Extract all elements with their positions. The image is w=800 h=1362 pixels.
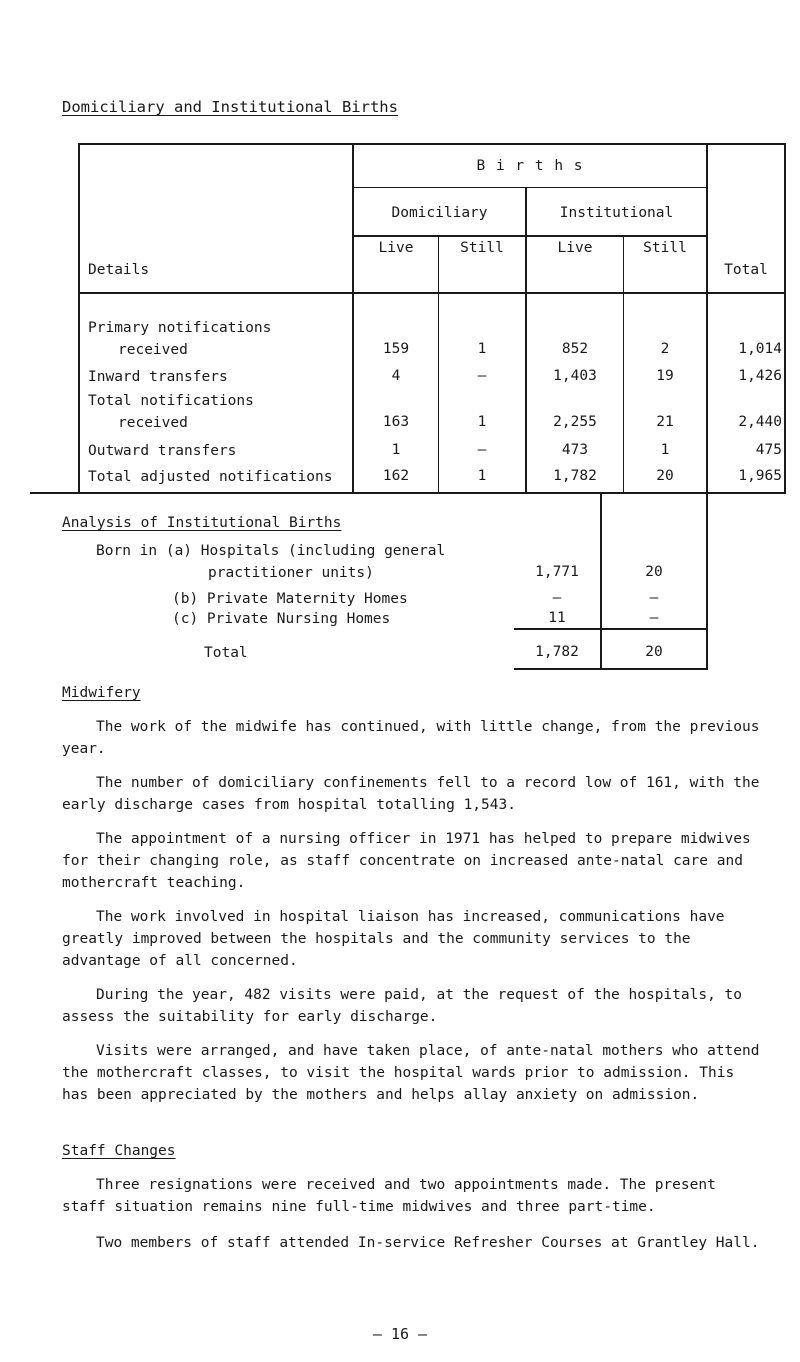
analysis-row-a-label-cont: practitioner units) bbox=[208, 565, 374, 581]
table-cell: 20 bbox=[656, 468, 674, 484]
analysis-cell: – bbox=[649, 610, 659, 626]
table-row-label: Total adjusted notifications bbox=[88, 469, 333, 485]
table-bottom-border bbox=[30, 492, 786, 494]
analysis-right-border bbox=[706, 492, 708, 670]
table-cell: 475 bbox=[755, 442, 782, 458]
staff-heading: Staff Changes bbox=[62, 1143, 176, 1159]
header-details: Details bbox=[88, 262, 150, 278]
table-row-label-cont: received bbox=[118, 415, 188, 431]
table-cell: 163 bbox=[382, 414, 410, 430]
table-cell: 1 bbox=[391, 442, 401, 458]
midwifery-paragraph-3: The appointment of a nursing officer in 1971 has helped to prepare midwives for their changing role, as staff concentrate on increased ante-natal care and mothercraft teaching. bbox=[62, 831, 751, 891]
table-cell: 1,965 bbox=[738, 468, 782, 484]
table-cell: 1,403 bbox=[553, 368, 597, 384]
table-cell: 1 bbox=[477, 341, 487, 357]
midwifery-paragraph-2: The number of domiciliary confinements fell to a record low of 161, with the early discharge cases from hospital totalling 1,543. bbox=[62, 775, 760, 813]
table-cell: 1,782 bbox=[553, 468, 597, 484]
table-header-divider bbox=[78, 292, 786, 294]
analysis-total-still: 20 bbox=[645, 644, 663, 660]
header-births: B i r t h s bbox=[476, 158, 584, 174]
analysis-cell: 11 bbox=[548, 610, 566, 626]
page-title: Domiciliary and Institutional Births bbox=[62, 98, 398, 116]
midwifery-heading: Midwifery bbox=[62, 685, 141, 701]
header-inst-still: Still bbox=[643, 240, 687, 256]
table-right-border bbox=[784, 143, 786, 494]
header-domiciliary: Domiciliary bbox=[391, 205, 488, 221]
table-cell: 2 bbox=[660, 341, 670, 357]
midwifery-paragraph-4: The work involved in hospital liaison has increased, communications have greatly improved between the hospitals and the community services to the advantage of all concerned. bbox=[62, 909, 725, 969]
analysis-heading: Analysis of Institutional Births bbox=[62, 515, 342, 531]
table-row-label: Total notifications bbox=[88, 393, 254, 409]
analysis-cell: 20 bbox=[645, 564, 663, 580]
header-dom-live: Live bbox=[378, 240, 414, 256]
page-number: – 16 – bbox=[372, 1325, 428, 1343]
header-institutional: Institutional bbox=[559, 205, 674, 221]
staff-paragraph-2: Two members of staff attended In-service Refresher Courses at Grantley Hall. bbox=[96, 1235, 760, 1251]
analysis-row-b-label: (b) Private Maternity Homes bbox=[172, 591, 408, 607]
table-left-border bbox=[78, 143, 80, 494]
table-cell: 852 bbox=[561, 341, 589, 357]
table-cell: 1,014 bbox=[738, 341, 782, 357]
analysis-row-a-label: Born in (a) Hospitals (including general bbox=[96, 543, 446, 559]
analysis-cell: 1,771 bbox=[535, 564, 579, 580]
table-cell: 473 bbox=[561, 442, 589, 458]
table-cell: 1 bbox=[660, 442, 670, 458]
analysis-cell: – bbox=[649, 590, 659, 606]
table-cell: 19 bbox=[656, 368, 674, 384]
live-still-divider bbox=[352, 235, 707, 237]
analysis-total-bottom bbox=[514, 668, 708, 670]
table-row-label-cont: received bbox=[118, 342, 188, 358]
table-cell: 1 bbox=[477, 468, 487, 484]
table-cell: 1,426 bbox=[738, 368, 782, 384]
table-cell: – bbox=[477, 368, 487, 384]
table-cell: 4 bbox=[391, 368, 401, 384]
table-top-border bbox=[78, 143, 786, 145]
table-row-label: Outward transfers bbox=[88, 443, 237, 459]
table-cell: 2,255 bbox=[553, 414, 597, 430]
analysis-total-top bbox=[514, 628, 708, 630]
table-cell: 2,440 bbox=[738, 414, 782, 430]
analysis-cell: – bbox=[552, 590, 562, 606]
midwifery-paragraph-1: The work of the midwife has continued, with little change, from the previous year. bbox=[62, 719, 760, 757]
header-inst-live: Live bbox=[557, 240, 593, 256]
midwifery-paragraph-6: Visits were arranged, and have taken place, of ante-natal mothers who attend the mothercraft classes, to visit the hospital wards prior to admission. This has been appreciated by the mothers and helps allay anxiety on admission. bbox=[62, 1043, 760, 1103]
table-row-label: Primary notifications bbox=[88, 320, 272, 336]
table-cell: 21 bbox=[656, 414, 674, 430]
analysis-total-label: Total bbox=[204, 645, 248, 661]
analysis-row-c-label: (c) Private Nursing Homes bbox=[172, 611, 391, 627]
header-dom-still: Still bbox=[460, 240, 504, 256]
staff-paragraph-1: Three resignations were received and two appointments made. The present staff situation remains nine full-time midwives and three part-time. bbox=[62, 1177, 716, 1215]
table-cell: 159 bbox=[382, 341, 410, 357]
table-cell: – bbox=[477, 442, 487, 458]
births-sub-divider bbox=[352, 187, 707, 188]
table-row-label: Inward transfers bbox=[88, 369, 228, 385]
table-cell: 162 bbox=[382, 468, 410, 484]
header-total: Total bbox=[724, 262, 768, 278]
table-cell: 1 bbox=[477, 414, 487, 430]
analysis-total-live: 1,782 bbox=[535, 644, 579, 660]
midwifery-paragraph-5: During the year, 482 visits were paid, at the request of the hospitals, to assess the suitability for early discharge. bbox=[62, 987, 743, 1025]
